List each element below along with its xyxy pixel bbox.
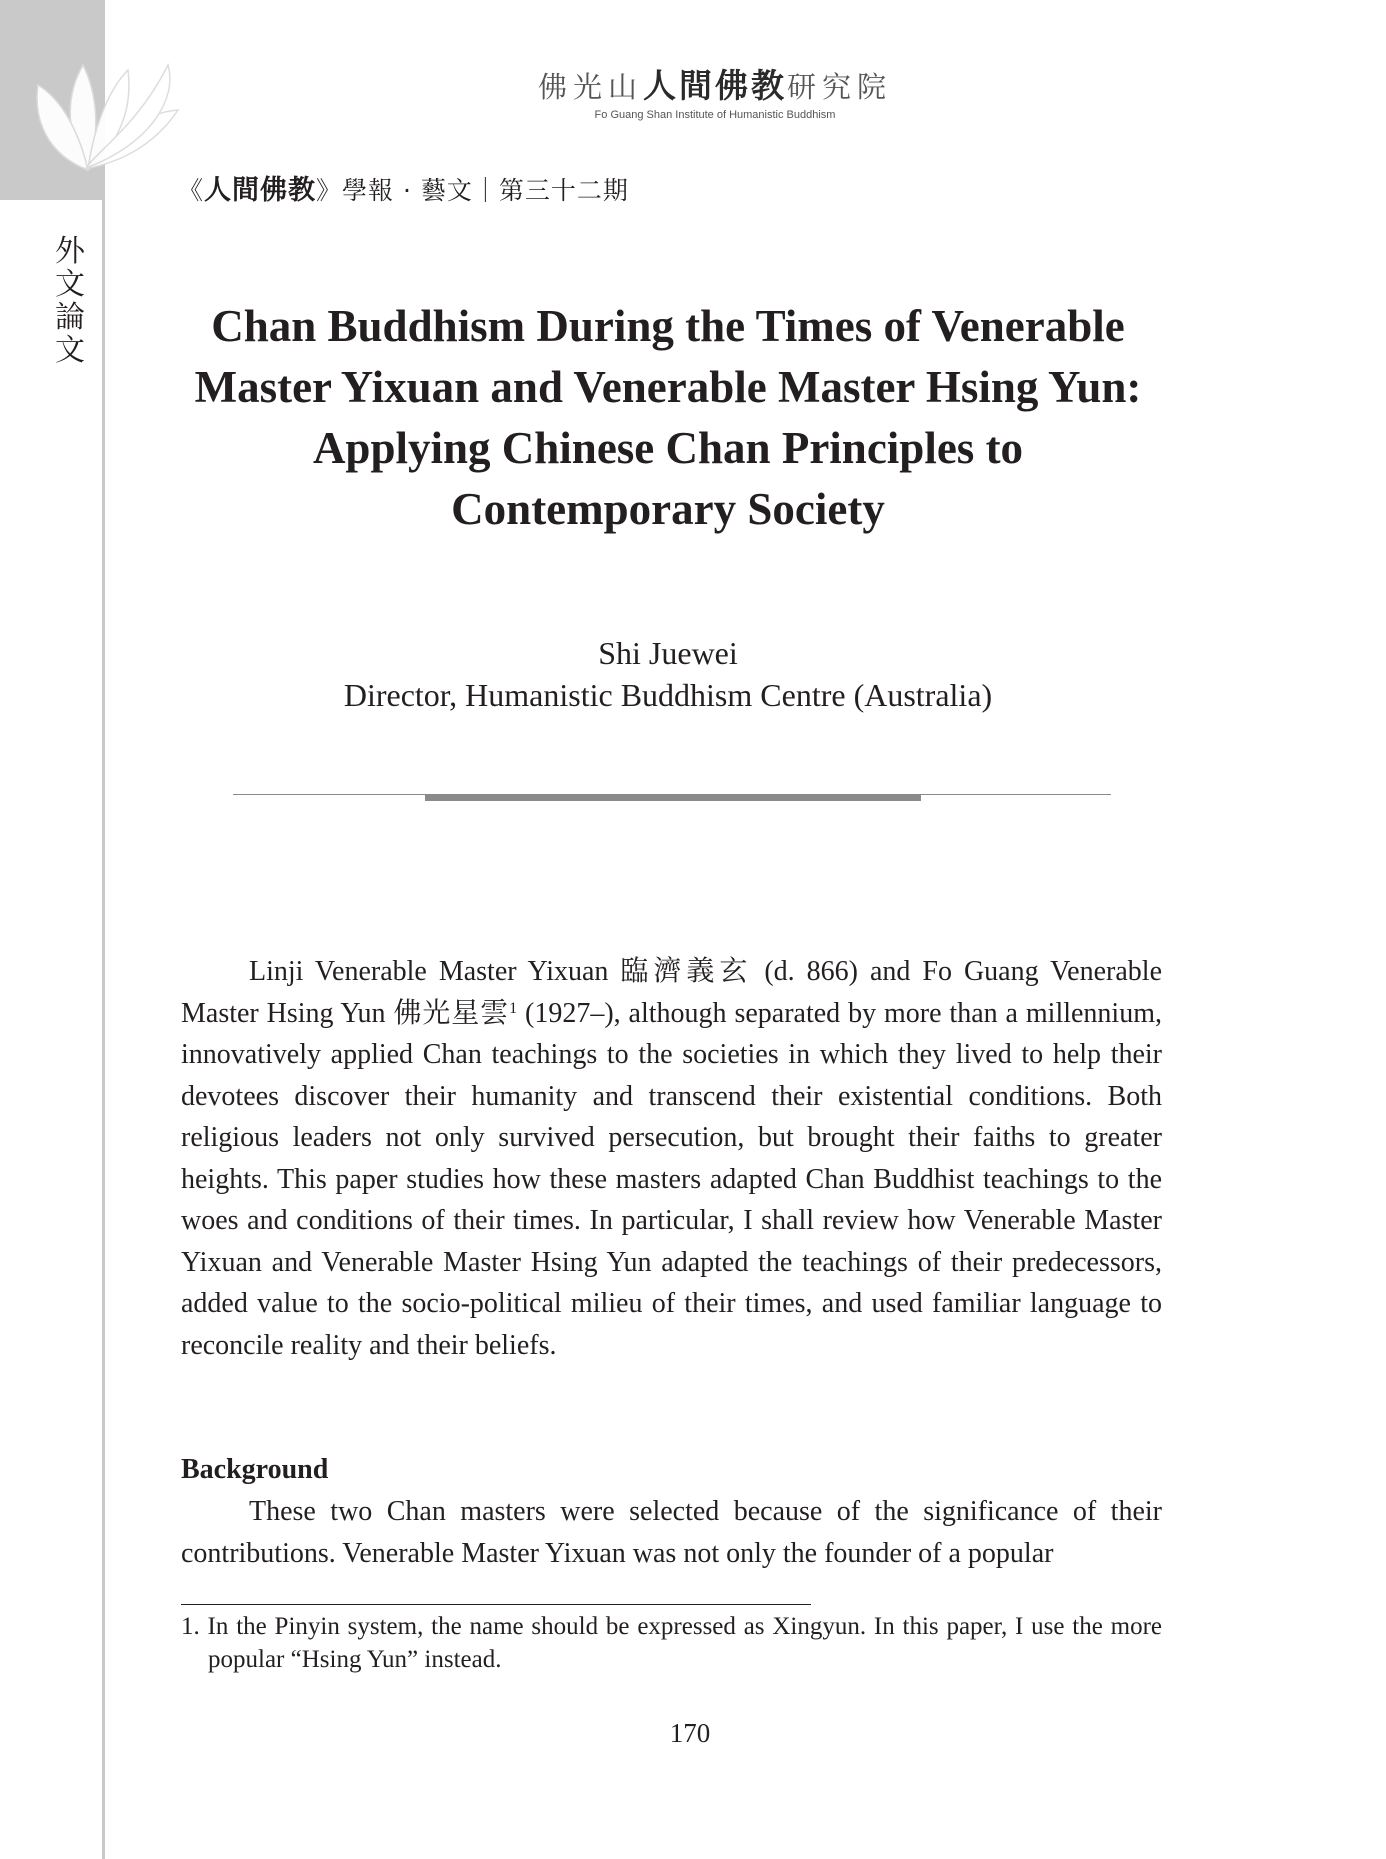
page-number: 170 — [669, 1718, 711, 1748]
section-paragraph: These two Chan masters were selected because of the significance of their contributions. Venerable Master Yixuan was not only the founder of a popular — [181, 1496, 1162, 1569]
institute-brand: 人間佛教 — [643, 66, 787, 105]
article-title: Chan Buddhism During the Times of Venerable Master Yixuan and Venerable Master Hsing Yun: Applying Chinese Chan Principles to Contemporary Society — [194, 301, 1142, 534]
footnote: 1. In the Pinyin system, the name should be expressed as Xingyun. In this paper, I use the more popular “Hsing Yun” instead. — [181, 1613, 1162, 1673]
abstract-paragraph: Linji Venerable Master Yixuan 臨濟義玄 (d. 866) and Fo Guang Venerable Master Hsing Yun 佛光星雲$^1$ (1927–), although separated by more than a millennium, innovatively applied Chan teachings to the societies in which they lived to help their devotees discover their humanity and transcend their existential conditions. Both religious leaders not only survived persecution, but brought their faiths to greater heights. This paper studies how these masters adapted Chan Buddhist teachings to the woes and conditions of their times. In particular, I shall review how Venerable Master Yixuan and Venerable Master Hsing Yun adapted the teachings of their predecessors, added value to the socio-political milieu of their times, and used familiar language to reconcile reality and their beliefs. — [181, 956, 1162, 1361]
footnote-rule — [181, 1604, 811, 1605]
title-divider-thick — [425, 794, 921, 801]
left-margin-rule — [102, 200, 105, 1859]
author-name: Shi Juewei — [598, 635, 738, 671]
author-block — [168, 632, 1168, 716]
journal-brand: 人間佛教 — [204, 175, 317, 206]
section-body — [181, 1491, 1162, 1574]
footnote-marker[interactable]: 1 — [509, 999, 518, 1017]
side-tab-char: 文 — [55, 333, 85, 368]
institute-header — [480, 60, 950, 121]
lotus-logo-icon — [28, 30, 198, 180]
institute-name-en: Fo Guang Shan Institute of Humanistic Buddhism — [594, 109, 836, 121]
institute-name-zh: 佛光山人間佛教研究院 — [537, 66, 893, 105]
side-tab-char: 外 — [55, 234, 85, 269]
section-heading: Background — [181, 1454, 329, 1485]
abstract — [181, 951, 1162, 1366]
author-affiliation: Director, Humanistic Buddhism Centre (Australia) — [343, 677, 993, 713]
side-tab-char: 論 — [55, 300, 85, 335]
journal-running-header: 《人間佛教》學報 · 藝文｜第三十二期 — [178, 175, 629, 206]
side-tab-char: 文 — [55, 267, 85, 302]
section-side-tab — [50, 235, 90, 367]
